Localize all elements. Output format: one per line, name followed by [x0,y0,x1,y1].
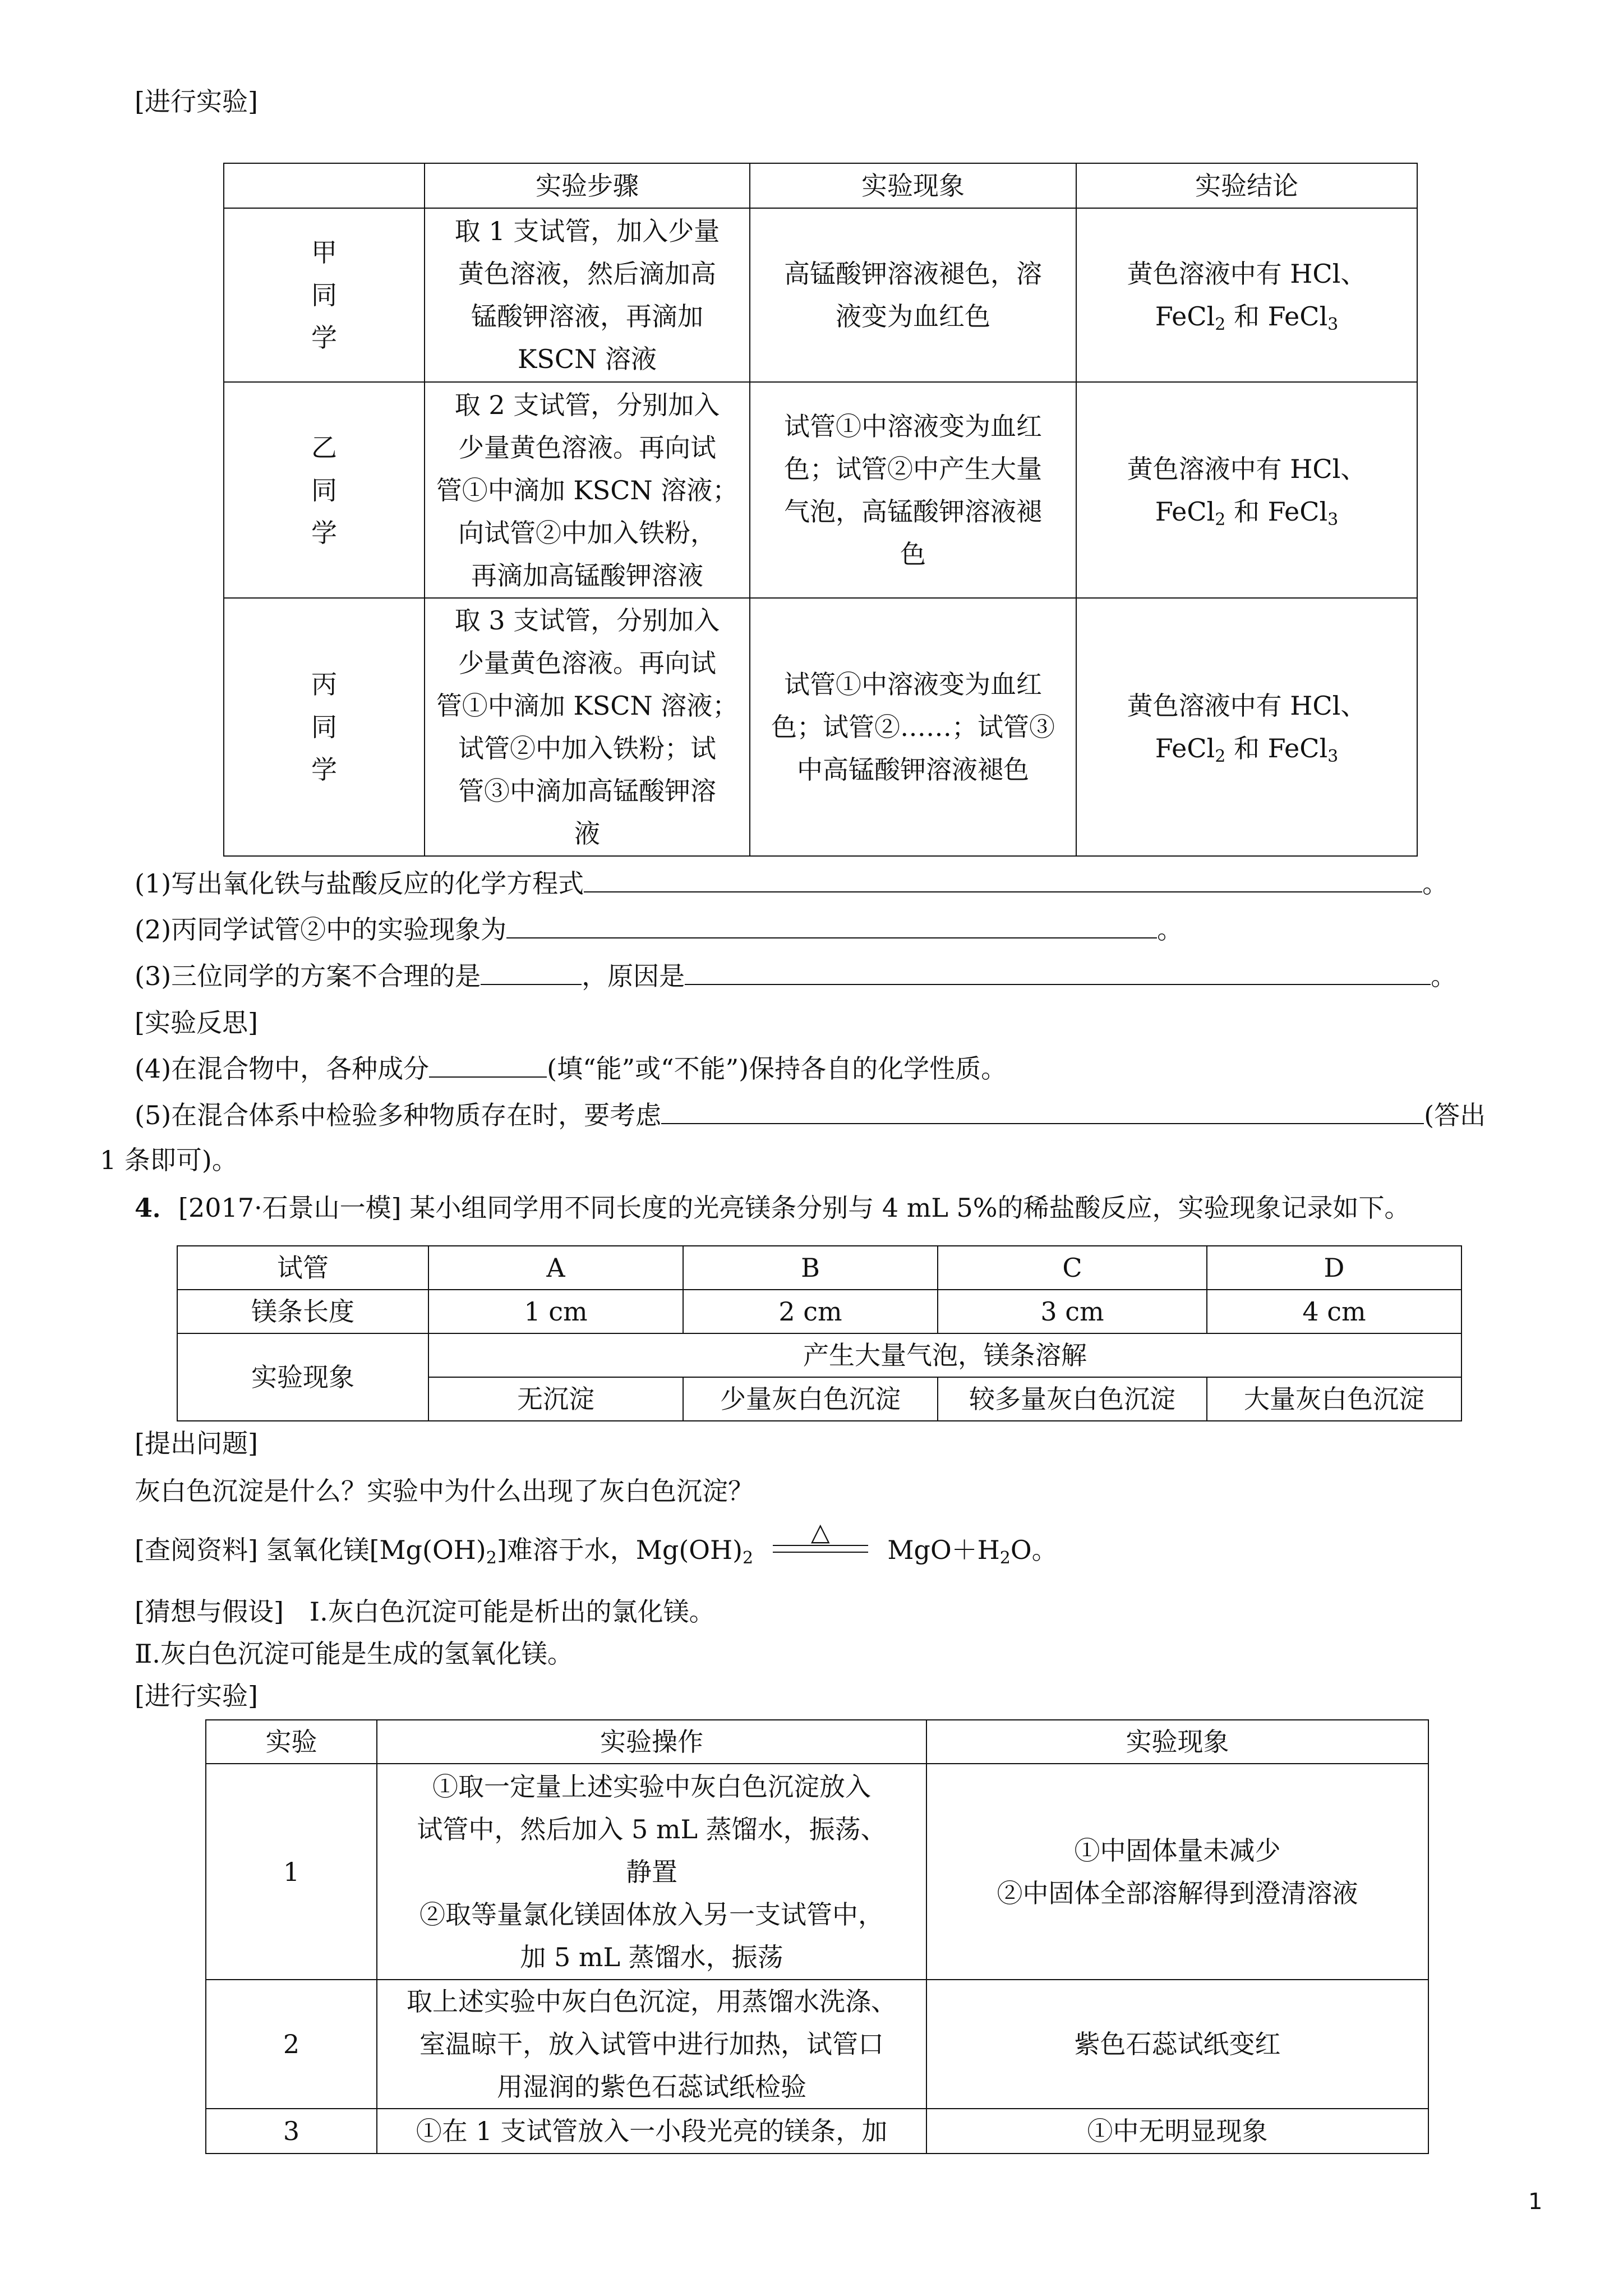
table-row [224,208,1417,382]
question-5: (5)在混合体系中检验多种物质存在时，要考虑 (答出 [135,1100,1486,1130]
precipitate-cell: 少量灰白色沉淀 [683,1377,938,1421]
operation-cell: ①取一定量上述实验中灰白色沉淀放入 试管中，然后加入 5 mL 蒸馏水，振荡、 静置 ②取等量氯化镁固体放入另一支试管中， 加 5 mL 蒸馏水，振荡 [377,1764,926,1980]
tube-label: D [1207,1246,1461,1290]
question-3: (3)三位同学的方案不合理的是 ，原因是 。 [135,961,1457,991]
section-heading-question: [提出问题] [135,1428,258,1458]
references-line: [查阅资料] 氢氧化镁$[Mg(OH)_2]$难溶于水，$Mg(OH)_2$ △ $MgO+H_2O$。 [135,1518,1058,1568]
hypothesis-line-1: [猜想与假设] Ⅰ.灰白色沉淀可能是析出的氯化镁。 [135,1596,715,1627]
experiment-table-2 [205,1719,1429,2154]
magnesium-table [177,1245,1462,1421]
steps-cell: 取 3 支试管，分别加入 少量黄色溶液。再向试 管①中滴加 KSCN 溶液； 试管②中加入铁粉；试 管③中滴加高锰酸钾溶 液 [425,598,750,856]
table-row [177,1246,1461,1290]
problem-number: 4． [135,1193,179,1223]
length-cell: 4 cm [1207,1290,1461,1333]
question-2: (2)丙同学试管②中的实验现象为 。 [135,914,1183,945]
answer-blank[interactable] [661,1104,1424,1124]
table-header-row [224,163,1417,208]
operation-cell: ①在 1 支试管放入一小段光亮的镁条，加 [377,2109,926,2154]
student-name: 甲同学 [311,237,337,353]
table-row [177,1290,1461,1333]
answer-blank[interactable] [506,918,1157,938]
precipitate-cell: 无沉淀 [428,1377,683,1421]
reaction-condition: △ [773,1539,868,1565]
section-heading-experiment-2: [进行实验] [135,1681,258,1711]
phenomenon-cell: 高锰酸钾溶液褪色，溶 液变为血红色 [750,208,1076,382]
answer-blank[interactable] [481,965,582,985]
page-number: 1 [1528,2189,1543,2215]
phenomenon-cell: 试管①中溶液变为血红 色；试管②中产生大量 气泡，高锰酸钾溶液褪 色 [750,382,1076,598]
experiment-id: 1 [206,1764,377,1980]
header-cell: 实验现象 [750,163,1076,208]
question-1: (1)写出氧化铁与盐酸反应的化学方程式 。 [135,868,1449,899]
operation-cell: 取上述实验中灰白色沉淀，用蒸馏水洗涤、 室温晾干，放入试管中进行加热，试管口 用湿润的紫色石蕊试纸检验 [377,1980,926,2109]
table-row [177,1333,1461,1377]
section-heading-reflection: [实验反思] [135,1007,258,1038]
precipitate-cell: 较多量灰白色沉淀 [938,1377,1207,1421]
conclusion-cell: 黄色溶液中有 HCl、 FeCl$_2$ 和 FeCl$_3$ [1076,598,1417,856]
answer-blank[interactable] [685,965,1431,985]
experiment-table-1 [223,163,1418,857]
header-cell: 实验步骤 [425,163,750,208]
length-cell: 2 cm [683,1290,938,1333]
steps-cell: 取 1 支试管，加入少量 黄色溶液，然后滴加高 锰酸钾溶液，再滴加 KSCN 溶液 [425,208,750,382]
header-cell: 实验结论 [1076,163,1417,208]
steps-cell: 取 2 支试管，分别加入 少量黄色溶液。再向试 管①中滴加 KSCN 溶液； 向试管②中加入铁粉， 再滴加高锰酸钾溶液 [425,382,750,598]
double-line-icon [773,1545,868,1546]
hypothesis-line-2: Ⅱ.灰白色沉淀可能是生成的氢氧化镁。 [135,1639,573,1669]
row-header: 镁条长度 [177,1290,428,1333]
header-cell [224,163,425,208]
experiment-id: 2 [206,1980,377,2109]
question-5-continuation: 1 条即可)。 [100,1145,238,1175]
phenomenon-cell: ①中无明显现象 [926,2109,1428,2154]
table-row [206,1980,1428,2109]
header-cell: 实验现象 [926,1720,1428,1764]
tube-label: A [428,1246,683,1290]
table-row [224,382,1417,598]
tube-label: B [683,1246,938,1290]
table-header-row [206,1720,1428,1764]
length-cell: 3 cm [938,1290,1207,1333]
question-4: (4)在混合物中，各种成分 (填“能”或“不能”)保持各自的化学性质。 [135,1053,1007,1084]
conclusion-cell: 黄色溶液中有 HCl、 FeCl$_2$ 和 FeCl$_3$ [1076,382,1417,598]
table-row [206,1764,1428,1980]
shared-phenomenon-cell: 产生大量气泡，镁条溶解 [428,1333,1461,1377]
precipitate-cell: 大量灰白色沉淀 [1207,1377,1461,1421]
answer-blank[interactable] [429,1057,547,1078]
question-text: 灰白色沉淀是什么？实验中为什么出现了灰白色沉淀？ [135,1476,754,1506]
student-name: 丙同学 [311,669,337,785]
phenomenon-cell: 紫色石蕊试纸变红 [926,1980,1428,2109]
answer-blank[interactable] [584,872,1422,892]
problem-4 [135,1195,1410,1221]
table-row [206,2109,1428,2154]
phenomenon-cell: 试管①中溶液变为血红 色；试管②……；试管③ 中高锰酸钾溶液褪色 [750,598,1076,856]
section-heading-experiment: [进行实验] [135,86,258,117]
phenomenon-cell: ①中固体量未减少 ②中固体全部溶解得到澄清溶液 [926,1764,1428,1980]
table-row [224,598,1417,856]
conclusion-cell: 黄色溶液中有 HCl、 FeCl$_2$ 和 FeCl$_3$ [1076,208,1417,382]
header-cell: 实验操作 [377,1720,926,1764]
header-cell: 实验 [206,1720,377,1764]
row-header: 实验现象 [177,1333,428,1421]
experiment-id: 3 [206,2109,377,2154]
problem-text: [2017·石景山一模] 某小组同学用不同长度的光亮镁条分别与 4 mL 5%的稀盐酸反应，实验现象记录如下。 [178,1193,1410,1223]
tube-label: C [938,1246,1207,1290]
length-cell: 1 cm [428,1290,683,1333]
student-name: 乙同学 [311,432,337,548]
row-header: 试管 [177,1246,428,1290]
